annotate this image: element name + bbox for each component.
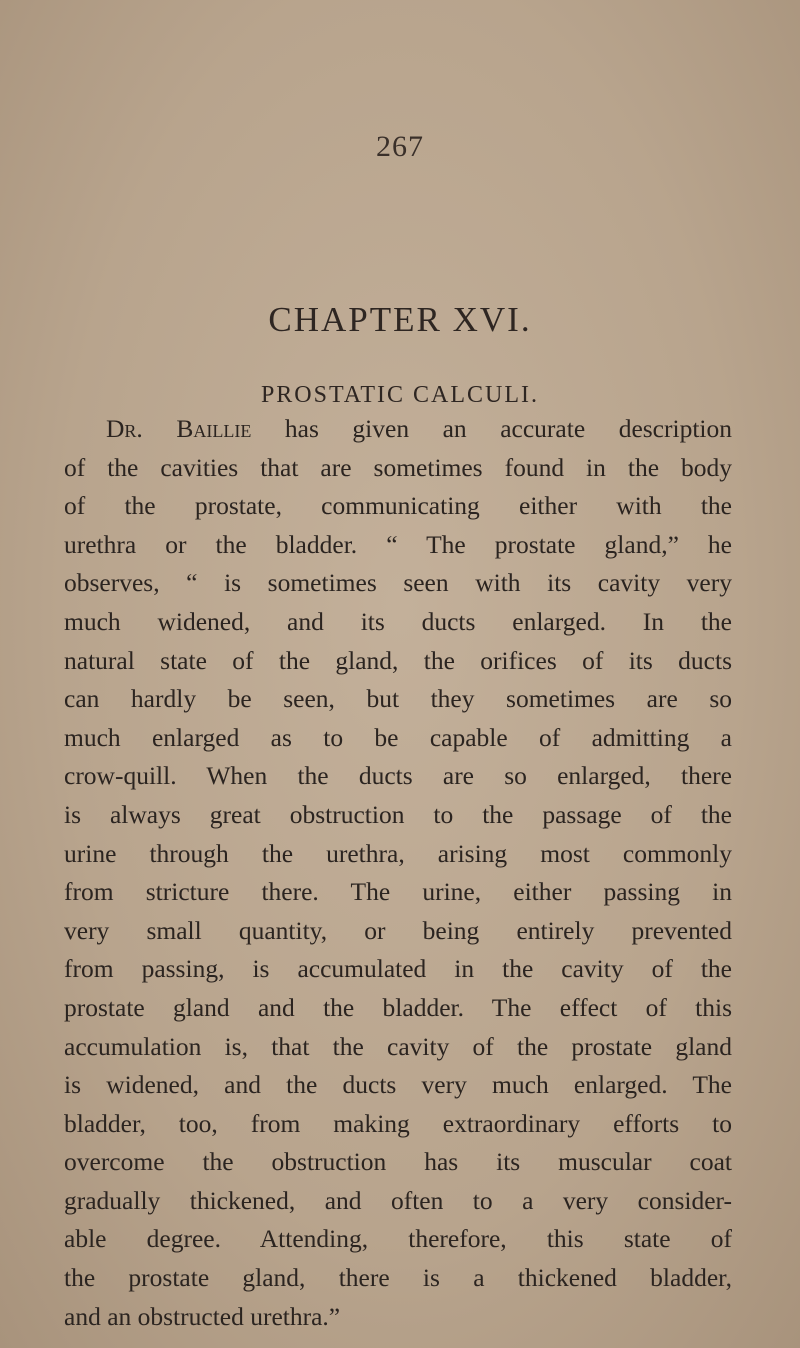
paragraph-line: is always great obstruction to the passage of the xyxy=(64,799,732,829)
paragraph-line: prostate gland and the bladder. The effect of this xyxy=(64,992,732,1022)
paragraph-line: accumulation is, that the cavity of the prostate gland xyxy=(64,1031,732,1061)
paragraph-line-text: has given an accurate description xyxy=(284,414,732,443)
paragraph-line: can hardly be seen, but they sometimes are so xyxy=(64,684,732,714)
paragraph-line: from passing, is accumulated in the cavity of the xyxy=(64,954,732,984)
paragraph-line: crow-quill. When the ducts are so enlarged, there xyxy=(64,761,732,791)
author-name: Dr. Baillie xyxy=(106,414,252,443)
paragraph-line: of the prostate, communicating either with the xyxy=(64,491,732,521)
paragraph-line xyxy=(64,410,732,449)
paragraph-line: gradually thickened, and often to a very consider- xyxy=(64,1185,732,1215)
paragraph-line: urine through the urethra, arising most commonly xyxy=(64,838,732,868)
paragraph-line: overcome the obstruction has its muscular coat xyxy=(64,1147,732,1177)
paragraph-line: bladder, too, from making extraordinary efforts to xyxy=(64,1108,732,1138)
paragraph-line: is widened, and the ducts very much enlarged. The xyxy=(64,1070,732,1100)
paragraph-line: from stricture there. The urine, either passing in xyxy=(64,877,732,907)
paragraph-line: much enlarged as to be capable of admitting a xyxy=(64,722,732,752)
paragraph-line: natural state of the gland, the orifices of its ducts xyxy=(64,645,732,675)
chapter-heading: CHAPTER XVI. xyxy=(268,300,532,339)
paragraph-line: much widened, and its ducts enlarged. In the xyxy=(64,606,732,636)
paragraph-line: of the cavities that are sometimes found in the body xyxy=(64,452,732,482)
paragraph-line: observes, “ is sometimes seen with its cavity very xyxy=(64,568,732,598)
paragraph-line: urethra or the bladder. “ The prostate gland,” he xyxy=(64,529,732,559)
section-title: PROSTATIC CALCULI. xyxy=(260,382,540,408)
paragraph-line: very small quantity, or being entirely prevented xyxy=(64,915,732,945)
paragraph-line: the prostate gland, there is a thickened bladder, xyxy=(64,1263,732,1293)
paragraph-line: and an obstructed urethra.” xyxy=(64,1301,341,1331)
body-paragraph xyxy=(64,410,732,1336)
paragraph-line: able degree. Attending, therefore, this state of xyxy=(64,1224,732,1254)
page-number: 267 xyxy=(376,130,424,163)
